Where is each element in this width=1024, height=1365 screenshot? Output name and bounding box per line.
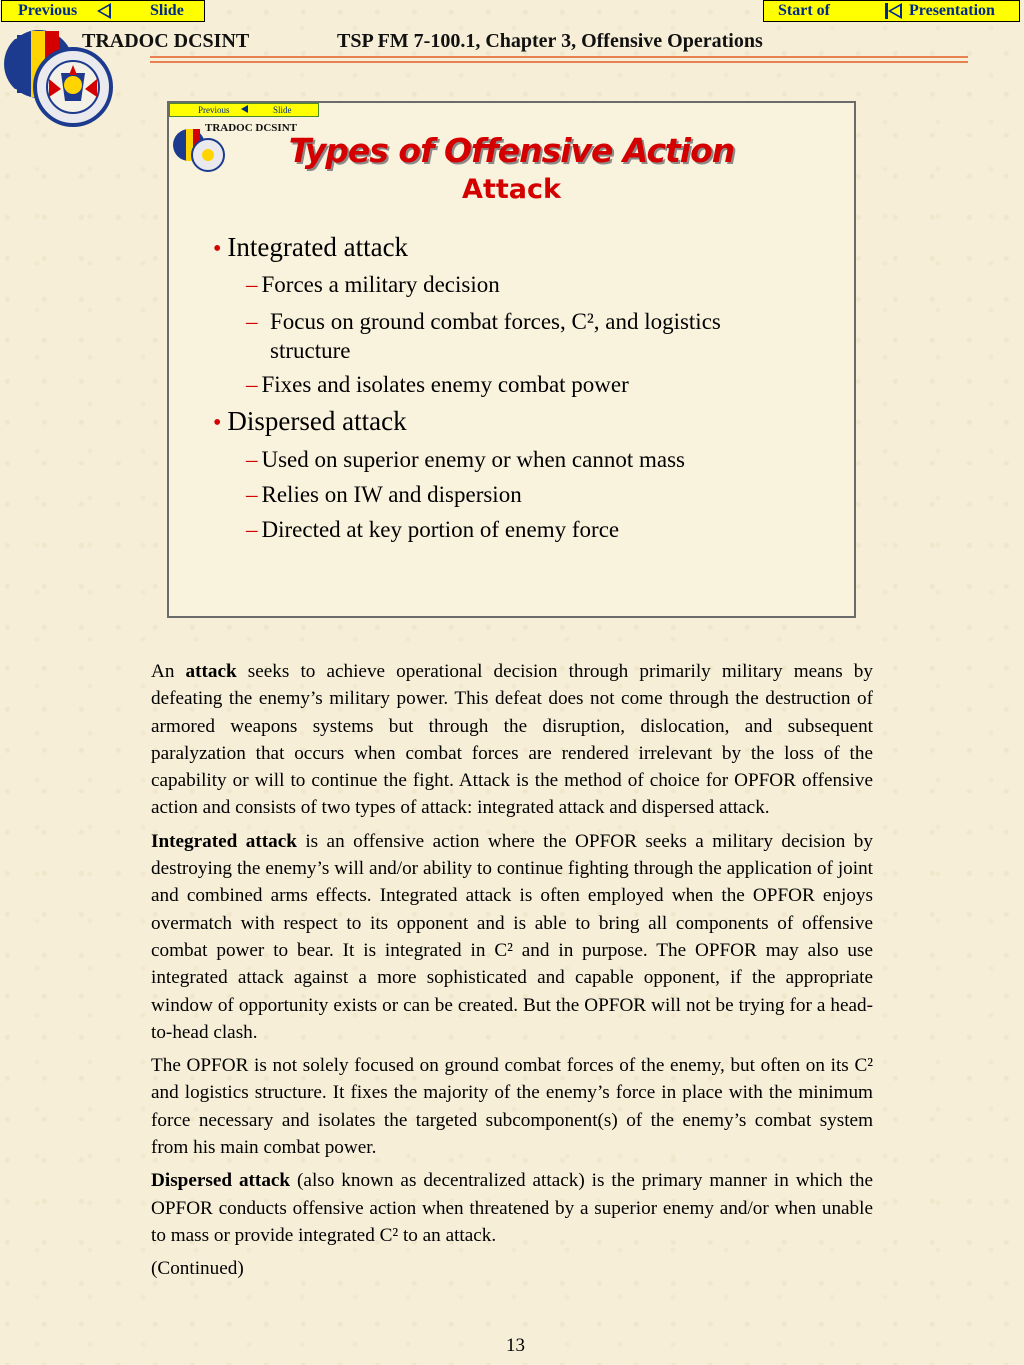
sub-bullet xyxy=(246,517,619,543)
sub-bullet-label: Used on superior enemy or when cannot mass xyxy=(261,447,685,472)
mini-nav-bar xyxy=(169,103,319,117)
sub-bullet xyxy=(246,307,766,365)
slide-org: TRADOC DCSINT xyxy=(205,122,297,134)
bullet-label: Integrated attack xyxy=(227,232,409,262)
sub-bullet xyxy=(246,447,685,473)
sub-bullet xyxy=(246,372,629,398)
tradoc-seal-icon xyxy=(3,27,115,127)
sub-bullet-label: Relies on IW and dispersion xyxy=(261,482,522,507)
dash-icon: – xyxy=(246,272,258,297)
mini-slide-label: Slide xyxy=(273,105,292,115)
paragraph-integrated-attack xyxy=(151,828,873,1046)
sub-bullet xyxy=(246,272,500,298)
bullet-label: Dispersed attack xyxy=(227,406,407,436)
dash-icon: – xyxy=(246,309,258,334)
sub-bullet-label: Directed at key portion of enemy force xyxy=(261,517,620,542)
sub-bullet-label: Forces a military decision xyxy=(261,272,500,297)
mini-previous-label: Previous xyxy=(198,105,230,115)
start-of-presentation-button[interactable] xyxy=(763,0,1020,22)
term-attack: attack xyxy=(185,661,237,682)
header-rule-2 xyxy=(150,61,968,63)
notes-body xyxy=(151,658,873,1289)
bullet-dispersed-attack xyxy=(213,406,407,437)
term-dispersed-attack: Dispersed attack xyxy=(151,1170,291,1192)
slide-title: Types of Offensive Action xyxy=(288,131,735,170)
slide-label: Slide xyxy=(150,2,184,19)
paragraph-continued: (Continued) xyxy=(151,1258,244,1280)
dash-icon: – xyxy=(246,447,258,472)
text: (also known as decentralized attack) is the primary manner in which the OPFOR conducts offensive action when threatened by a superior enemy and/or when unable to mass or provide integrated C² to an attack. xyxy=(151,1170,873,1246)
sub-bullet xyxy=(246,482,522,508)
previous-label: Previous xyxy=(18,2,78,19)
paragraph-dispersed-attack xyxy=(151,1167,873,1249)
slide-frame xyxy=(167,101,856,618)
header-rule xyxy=(150,56,968,58)
first-slide-arrow-icon xyxy=(888,3,902,19)
back-arrow-icon xyxy=(97,3,111,19)
term-integrated-attack: Integrated attack xyxy=(151,830,297,852)
header-org: TRADOC DCSINT xyxy=(82,30,250,52)
sub-bullet-label: Fixes and isolates enemy combat power xyxy=(261,372,629,397)
previous-slide-button[interactable] xyxy=(1,0,205,22)
dash-icon: – xyxy=(246,372,258,397)
text: seeks to achieve operational decision through primarily military means by defeating the enemy’s military power. This defeat does not come through the destruction of armored weapons systems but through the disruption, dislocation, and subsequent paralyzation that occurs when combat forces are rendered irrelevant by the loss of the capability or will to continue the fight. Attack is the method of choice for OPFOR offensive action and consists of two types of attack: integrated attack and dispersed attack. xyxy=(151,661,873,819)
dash-icon: – xyxy=(246,517,258,542)
text: An xyxy=(151,661,186,682)
slide-subtitle: Attack xyxy=(462,174,561,205)
bullet-dot-icon: • xyxy=(213,410,222,436)
paragraph-focus: The OPFOR is not solely focused on ground combat forces of the enemy, but often on its C² and logistics structure. It fixes the majority of the enemy’s force in place with the minimum force necessary and isolates the targeted subcomponent(s) of the enemy’s combat system from his main combat power. xyxy=(151,1055,873,1159)
presentation-label: Presentation xyxy=(909,2,995,19)
sub-bullet-label: Focus on ground combat forces, C², and logistics structure xyxy=(270,309,721,363)
bullet-integrated-attack xyxy=(213,232,408,263)
paragraph-attack xyxy=(151,658,873,822)
start-of-label: Start of xyxy=(778,2,830,19)
header-doc-title: TSP FM 7-100.1, Chapter 3, Offensive Operations xyxy=(337,30,763,52)
page-number: 13 xyxy=(506,1335,525,1356)
dash-icon: – xyxy=(246,482,258,507)
text: is an offensive action where the OPFOR seeks a military decision by destroying the enemy’s will and/or ability to continue fighting through the application of joint and combined arms effects. Integrated attack is often employed when the OPFOR enjoys overmatch with respect to its opponent and is able to bring all components of offensive combat power to bear. It is integrated in C² and in purpose. The OPFOR may also use integrated attack against a more sophisticated and capable opponent, if the appropriate window of opportunity exists or can be created. But the OPFOR will not be trying for a head-to-head clash. xyxy=(151,830,873,1043)
mini-back-arrow-icon xyxy=(241,105,248,113)
bullet-dot-icon: • xyxy=(213,236,222,262)
